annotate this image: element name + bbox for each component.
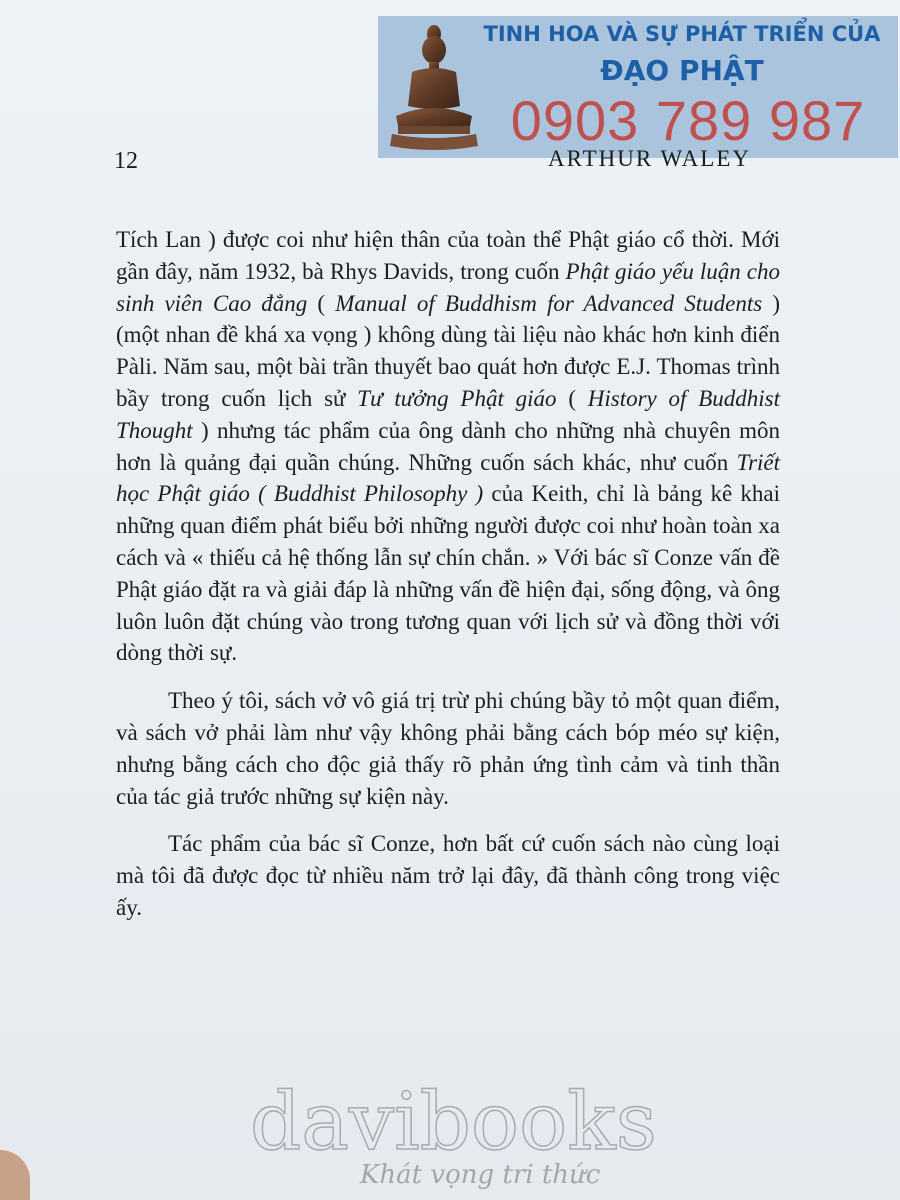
italic-title-en: History of Buddhist Thought — [116, 385, 781, 443]
watermark-logo: davibooks — [250, 1075, 657, 1168]
text-line: của Keith, chỉ — [483, 481, 625, 507]
italic-title-vi: Phật giáo yếu luận cho sinh viên Cao đẳng — [116, 258, 780, 316]
text-line: ) (một nhan — [116, 290, 780, 348]
banner-title-line1: TINH HOA VÀ SỰ PHÁT TRIỂN CỦA — [483, 22, 881, 46]
text-line: trong cuốn — [460, 258, 566, 284]
paragraph-2: Theo ý tôi, sách vở vô giá trị trừ phi chúng bầy tỏ một quan điểm, và sách vở phải làm như vậy không phải bằng cách bóp méo sự kiện, nhưng bằng cách cho độc giả thấy rõ phản ứng tình cảm và tinh thần của tác giả trước những sự kiện này. — [116, 688, 780, 809]
italic-title-en: Manual of Buddhism for Advanced Students — [335, 290, 763, 316]
banner-phone-number: 0903 789 987 — [510, 89, 866, 152]
italic-title: Triết học Phật giáo ( Buddhist Philosophy ) — [116, 449, 781, 507]
text-line: quảng đại quần chúng. Những cuốn sách khác, như cuốn — [184, 449, 729, 475]
paragraph-1 — [116, 224, 780, 669]
text-line: giáo cổ thời. Mới gần đây, năm 1932, bà Rhys Davids, — [116, 227, 781, 284]
promo-banner — [378, 16, 898, 158]
text-line: ( — [317, 290, 336, 316]
paragraph-3: Tác phẩm của bác sĩ Conze, hơn bất cứ cuốn sách nào cùng loại mà tôi đã được đọc từ nhiều năm trở lại đây, đã thành công trong việc ấy. — [116, 831, 780, 920]
text-line: người được coi như hoàn toàn xa cách và « thiếu cả — [116, 513, 780, 570]
italic-title-vi: Tư tưởng Phật giáo — [357, 385, 557, 411]
watermark-tagline: Khát vọng tri thức — [360, 1160, 601, 1190]
text-line: hệ thống lẫn sự chín chắn. » Với bác sĩ Conze vấn đề — [287, 544, 780, 570]
text-line: sống động, và ông luôn luôn đặt chúng vào trong tương — [116, 576, 781, 634]
text-line: Tích Lan ) được coi như hiện thân của toàn thể Phật — [116, 227, 610, 252]
text-line: quan với lịch sử và đồng thời với dòng thời sự. — [116, 608, 780, 666]
banner-title-line2: ĐẠO PHẬT — [600, 54, 764, 87]
text-line: hơn được E.J. Thomas trình bầy trong cuốn lịch sử — [116, 354, 781, 411]
body-text — [116, 224, 780, 924]
text-line: Phật giáo đặt ra và giải đáp là những vấn đề hiện đại, — [116, 576, 606, 602]
text-line: kinh điển Pàli. Năm sau, một bài trần thuyết bao quát — [116, 322, 781, 380]
text-line: ( — [556, 385, 588, 411]
text-line: phẩm của ông dành cho những nhà chuyên môn hơn là — [116, 417, 781, 475]
running-head-author: ARTHUR WALEY — [548, 146, 751, 171]
text-line: đề khá xa vọng ) không dùng tài liệu nào khác hơn — [216, 322, 688, 348]
text-line: ) nhưng tác — [192, 417, 311, 443]
page-number: 12 — [114, 148, 138, 174]
thumb-photo-edge — [0, 1150, 30, 1200]
text-line: là bảng kê khai những quan điểm phát biểu bởi những — [116, 481, 780, 539]
buddha-statue-icon — [386, 20, 482, 154]
